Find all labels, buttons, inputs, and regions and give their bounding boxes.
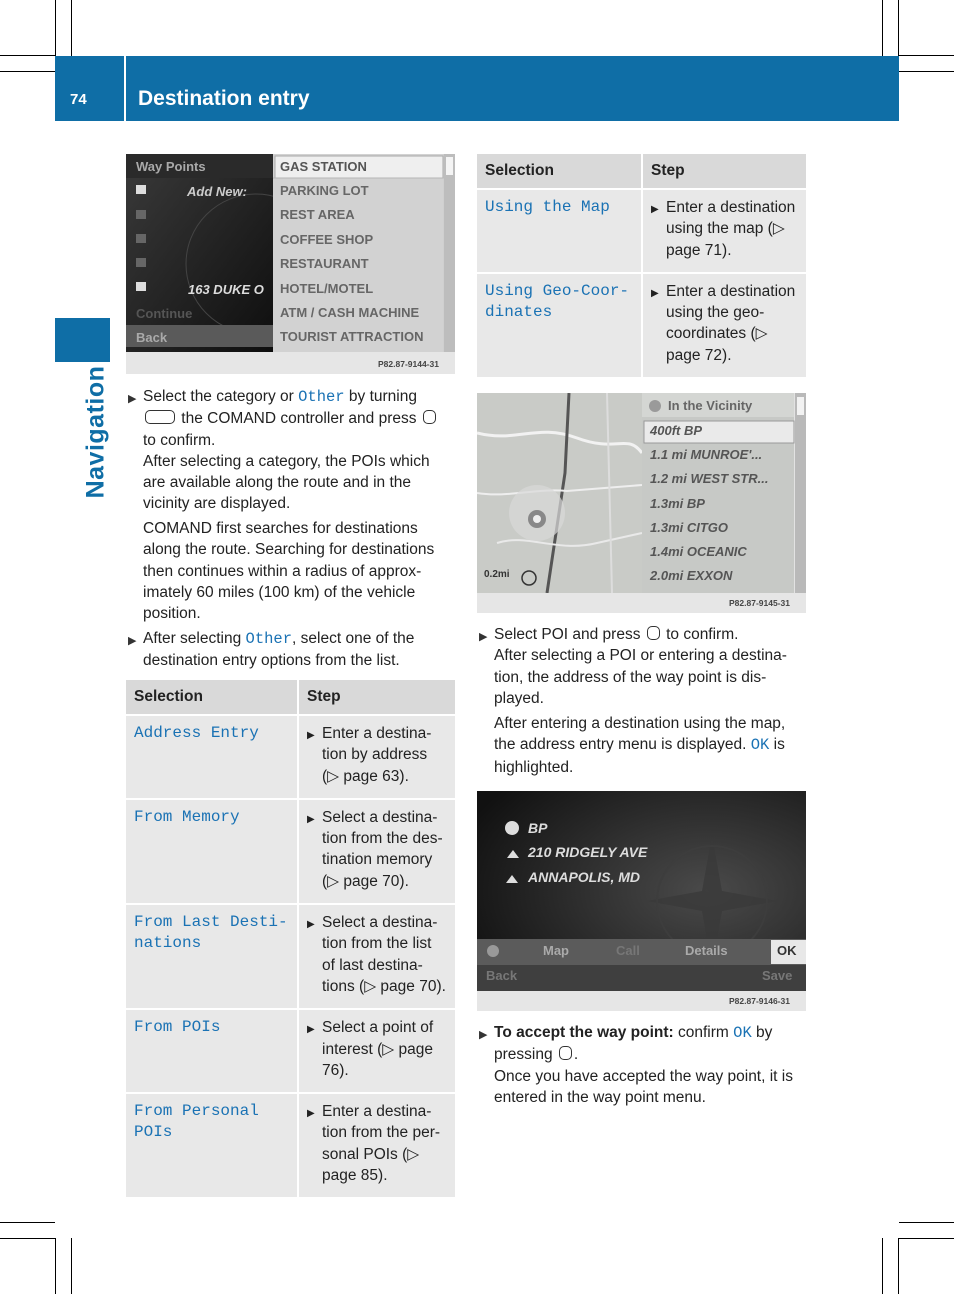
crop-mark	[71, 1238, 72, 1294]
continue-item[interactable]: Continue	[136, 306, 193, 321]
vicinity-map-image	[477, 393, 806, 613]
controller-press-icon	[647, 626, 660, 640]
selection-from-pois: From POIs	[134, 1018, 221, 1037]
details-button[interactable]: Details	[685, 943, 728, 958]
table-row	[477, 273, 806, 377]
poi-item[interactable]: 2.0mi EXXON	[650, 568, 733, 583]
crop-mark	[899, 1222, 954, 1223]
crop-mark	[0, 1238, 55, 1239]
add-new-item[interactable]: Add New:	[187, 184, 247, 199]
screenshot-poi-categories	[126, 154, 455, 374]
way-points-title: Way Points	[136, 159, 206, 174]
table-row	[126, 799, 455, 904]
crop-mark	[55, 0, 56, 56]
back-item[interactable]: Back	[136, 330, 168, 345]
page-number: 74	[70, 91, 87, 108]
poi-item[interactable]: 1.1 mi MUNROE'...	[650, 447, 763, 462]
column-header: Selection	[477, 154, 642, 189]
address-street: 210 RIDGELY AVE	[528, 844, 648, 860]
waypoint-address-image	[477, 791, 806, 1011]
selection-personal-pois: From Personal POIs	[134, 1102, 259, 1142]
other-code: Other	[298, 388, 345, 406]
bullet-arrow: ▶	[128, 635, 137, 647]
category-item[interactable]: COFFEE SHOP	[280, 232, 374, 247]
crop-mark	[0, 1222, 55, 1223]
section-label: Navigation	[81, 365, 110, 499]
waypoint-address[interactable]: 163 DUKE O	[188, 282, 264, 297]
map-options-table	[477, 154, 806, 377]
poi-item[interactable]: 1.2 mi WEST STR...	[650, 471, 769, 486]
vicinity-title: In the Vicinity	[668, 398, 753, 413]
paragraph-ok-highlighted: After entering a destination using the map, the address entry menu is displayed. OK is highlighted.	[494, 715, 786, 776]
paragraph-search-radius: COMAND first searches for destinations along the route. Searching for destinations then continues within a radius of approximately 60 miles (100 km) of the vehicle position.	[143, 520, 435, 623]
table-row	[126, 904, 455, 1009]
destination-options-table	[126, 680, 455, 1197]
controller-press-icon	[559, 1046, 572, 1060]
crop-mark	[899, 55, 954, 56]
crop-mark	[882, 0, 883, 56]
ok-code: OK	[750, 736, 770, 755]
image-code: P82.87-9145-31	[729, 598, 790, 608]
ok-code: OK	[733, 1024, 752, 1042]
screenshot-poi-vicinity	[477, 393, 806, 613]
bullet-arrow: ▶	[307, 813, 315, 825]
phone-mic-icon	[487, 945, 499, 957]
map-button[interactable]: Map	[543, 943, 569, 958]
category-item[interactable]: GAS STATION	[280, 159, 367, 174]
crop-mark	[0, 55, 55, 56]
address-poi-name: BP	[528, 820, 548, 836]
step-text: Enter a destination from the personal POIs (▷ page 85).	[322, 1103, 441, 1185]
bullet-arrow: ▶	[307, 919, 315, 931]
category-item[interactable]: HOTEL/MOTEL	[280, 281, 374, 296]
bullet-arrow: ▶	[651, 204, 659, 215]
step-text: Select a destination from the destination memory (▷ page 70).	[322, 808, 443, 890]
controller-press-icon	[423, 410, 436, 424]
back-button[interactable]: Back	[486, 968, 518, 983]
poi-item[interactable]: 1.4mi OCEANIC	[650, 544, 747, 559]
bullet-arrow: ▶	[479, 1029, 488, 1041]
bullet-arrow: ▶	[307, 1108, 315, 1120]
table-row	[126, 715, 455, 799]
category-item[interactable]: PARKING LOT	[280, 183, 369, 198]
image-code: P82.87-9144-31	[378, 359, 439, 369]
page-title: Destination entry	[138, 87, 310, 110]
fuel-icon	[505, 821, 519, 835]
category-item[interactable]: REST AREA	[280, 207, 355, 222]
bullet-arrow: ▶	[307, 730, 315, 741]
table-row	[477, 189, 806, 273]
crop-mark	[899, 1238, 954, 1239]
poi-item[interactable]: 400ft BP	[650, 423, 703, 438]
ok-button[interactable]: OK	[777, 943, 797, 958]
address-city: ANNAPOLIS, MD	[528, 869, 640, 885]
crop-mark	[71, 0, 72, 56]
step-text: Enter a destination by address (▷ page 63).	[322, 725, 432, 785]
selection-last-destinations: From Last Desti‐ nations	[134, 913, 288, 953]
bullet-arrow: ▶	[651, 287, 659, 299]
column-header: Step	[642, 154, 806, 189]
other-code: Other	[245, 630, 293, 648]
selection-using-map: Using the Map	[485, 198, 610, 216]
header-divider	[124, 56, 126, 121]
step-text: Enter a destination using the map (▷ page 71).	[666, 199, 796, 259]
crop-mark	[882, 1238, 883, 1294]
bullet-arrow: ▶	[479, 631, 488, 643]
step-text: Select a destination from the list of last destinations (▷ page 70).	[322, 914, 446, 995]
poi-search-icon	[649, 400, 661, 412]
table-row	[126, 1093, 455, 1197]
selection-address-entry: Address Entry	[134, 724, 259, 742]
step-text: Enter a destination using the geocoordinates (▷ page 72).	[666, 282, 796, 364]
step-text: Select a point of interest (▷ page 76).	[322, 1019, 434, 1079]
table-row	[126, 1009, 455, 1093]
category-item[interactable]: TOURIST ATTRACTION	[280, 329, 424, 344]
selection-from-memory: From Memory	[134, 807, 240, 826]
map-scale: 0.2mi	[484, 569, 510, 580]
controller-turn-icon	[145, 410, 175, 424]
table-header-row	[477, 154, 806, 189]
column-header: Selection	[126, 680, 298, 715]
crop-mark	[0, 71, 55, 72]
poi-item[interactable]: 1.3mi BP	[650, 496, 705, 511]
selection-geo-coordinates: Using Geo-Coor‐ dinates	[485, 281, 630, 321]
crop-mark	[898, 1238, 899, 1294]
save-button[interactable]: Save	[762, 968, 793, 983]
screenshot-waypoint-address	[477, 791, 806, 1011]
image-code: P82.87-9146-31	[729, 996, 790, 1006]
instruction-select-category: Select the category or Other by turning the COMAND controller and press to confirm. After selecting a category, the POIs which are available along the route and in the vicinity are displayed.	[143, 386, 456, 515]
category-item[interactable]: RESTAURANT	[280, 256, 369, 271]
crop-mark	[898, 0, 899, 56]
instruction-after-other: After selecting Other, select one of the destination entry options from the list.	[143, 630, 415, 670]
bullet-arrow: ▶	[128, 393, 137, 405]
crop-mark	[55, 1238, 56, 1294]
instruction-select-poi: Select POI and press to confirm. After selecting a POI or entering a destination, the address of the way point is displayed.	[494, 626, 787, 707]
bullet-arrow: ▶	[307, 1024, 315, 1036]
call-button[interactable]: Call	[616, 943, 640, 958]
table-header-row	[126, 680, 455, 715]
column-header: Step	[298, 680, 455, 715]
waypoint-icon	[136, 185, 146, 194]
poi-item[interactable]: 1.3mi CITGO	[650, 520, 729, 535]
section-tab	[55, 318, 110, 362]
category-item[interactable]: ATM / CASH MACHINE	[280, 305, 420, 320]
instruction-accept-waypoint: To accept the way point: confirm OK by pressing . Once you have accepted the way point, it is entered in the way point menu.	[494, 1024, 793, 1106]
crop-mark	[899, 71, 954, 72]
